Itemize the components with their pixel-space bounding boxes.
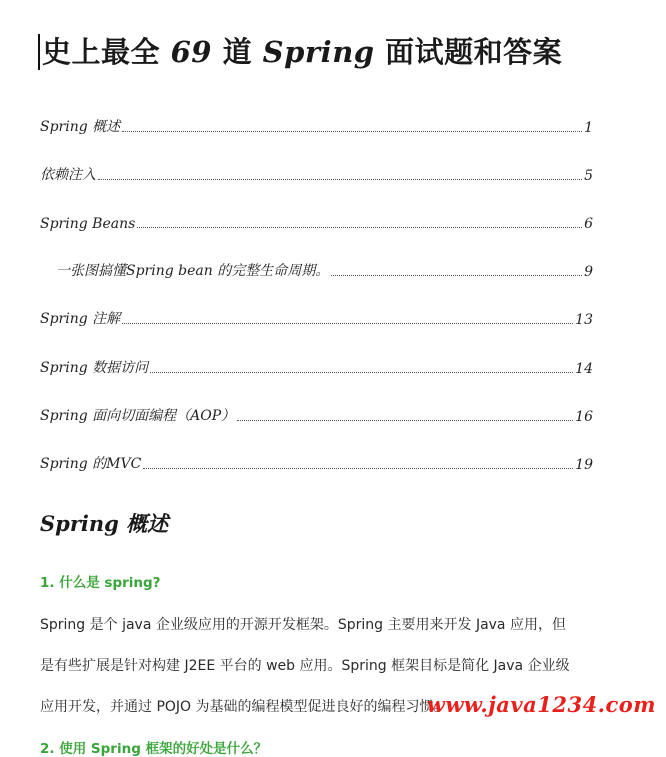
toc-leader-dots bbox=[143, 467, 573, 469]
question-heading: 2. 使用 Spring 框架的好处是什么？ bbox=[40, 741, 268, 757]
toc-entry-label: Spring 数据访问 bbox=[40, 360, 149, 376]
toc-entry-spring-mvc[interactable] bbox=[40, 451, 593, 473]
toc-entry-label: 一张图搞懂Spring bean 的完整生命周期。 bbox=[56, 263, 330, 279]
toc-entry-page: 9 bbox=[584, 264, 593, 280]
toc-entry-dependency-injection[interactable] bbox=[40, 162, 593, 184]
toc-entry-page: 1 bbox=[584, 120, 593, 136]
toc-entry-label: 依赖注入 bbox=[40, 167, 96, 183]
toc-entry-label: Spring 概述 bbox=[40, 119, 121, 135]
toc-leader-dots bbox=[137, 226, 582, 228]
paragraph-line: 应用开发，并通过 POJO 为基础的编程模型促进良好的编程习惯。 bbox=[40, 699, 448, 715]
toc-leader-dots bbox=[122, 130, 582, 132]
toc-entry-page: 16 bbox=[575, 409, 593, 425]
toc-entry-label: Spring 面向切面编程（AOP） bbox=[40, 408, 236, 424]
toc-entry-data-access[interactable] bbox=[40, 355, 593, 377]
toc-leader-dots bbox=[122, 322, 573, 324]
section-heading: Spring 概述 bbox=[40, 511, 169, 536]
toc-leader-dots bbox=[98, 178, 582, 180]
document-title: 史上最全 69 道 Spring 面试题和答案 bbox=[42, 35, 563, 69]
toc-leader-dots bbox=[237, 419, 573, 421]
toc-leader-dots bbox=[331, 274, 582, 276]
toc-entry-aop[interactable] bbox=[40, 403, 593, 425]
paragraph-line: 是有些扩展是针对构建 J2EE 平台的 web 应用。Spring 框架目标是简化 Java 企业级 bbox=[40, 658, 570, 674]
toc-entry-page: 19 bbox=[575, 457, 593, 473]
toc-entry-bean-lifecycle[interactable] bbox=[56, 258, 593, 280]
paragraph-line: Spring 是个 java 企业级应用的开源开发框架。Spring 主要用来开发 Java 应用，但 bbox=[40, 617, 566, 633]
toc-leader-dots bbox=[150, 371, 573, 373]
watermark: www.java1234.com bbox=[426, 692, 656, 717]
toc-entry-page: 6 bbox=[584, 216, 593, 232]
toc-entry-spring-beans[interactable] bbox=[40, 210, 593, 232]
text-cursor bbox=[38, 34, 40, 70]
toc-entry-page: 13 bbox=[575, 312, 593, 328]
toc-entry-label: Spring 注解 bbox=[40, 311, 121, 327]
toc-entry-label: Spring 的MVC bbox=[40, 456, 142, 472]
toc-entry-spring-overview[interactable] bbox=[40, 114, 593, 136]
question-heading: 1. 什么是 spring? bbox=[40, 575, 161, 591]
toc-entry-spring-annotations[interactable] bbox=[40, 306, 593, 328]
toc-entry-page: 5 bbox=[584, 168, 593, 184]
toc-entry-label: Spring Beans bbox=[40, 216, 136, 232]
toc-entry-page: 14 bbox=[575, 361, 593, 377]
